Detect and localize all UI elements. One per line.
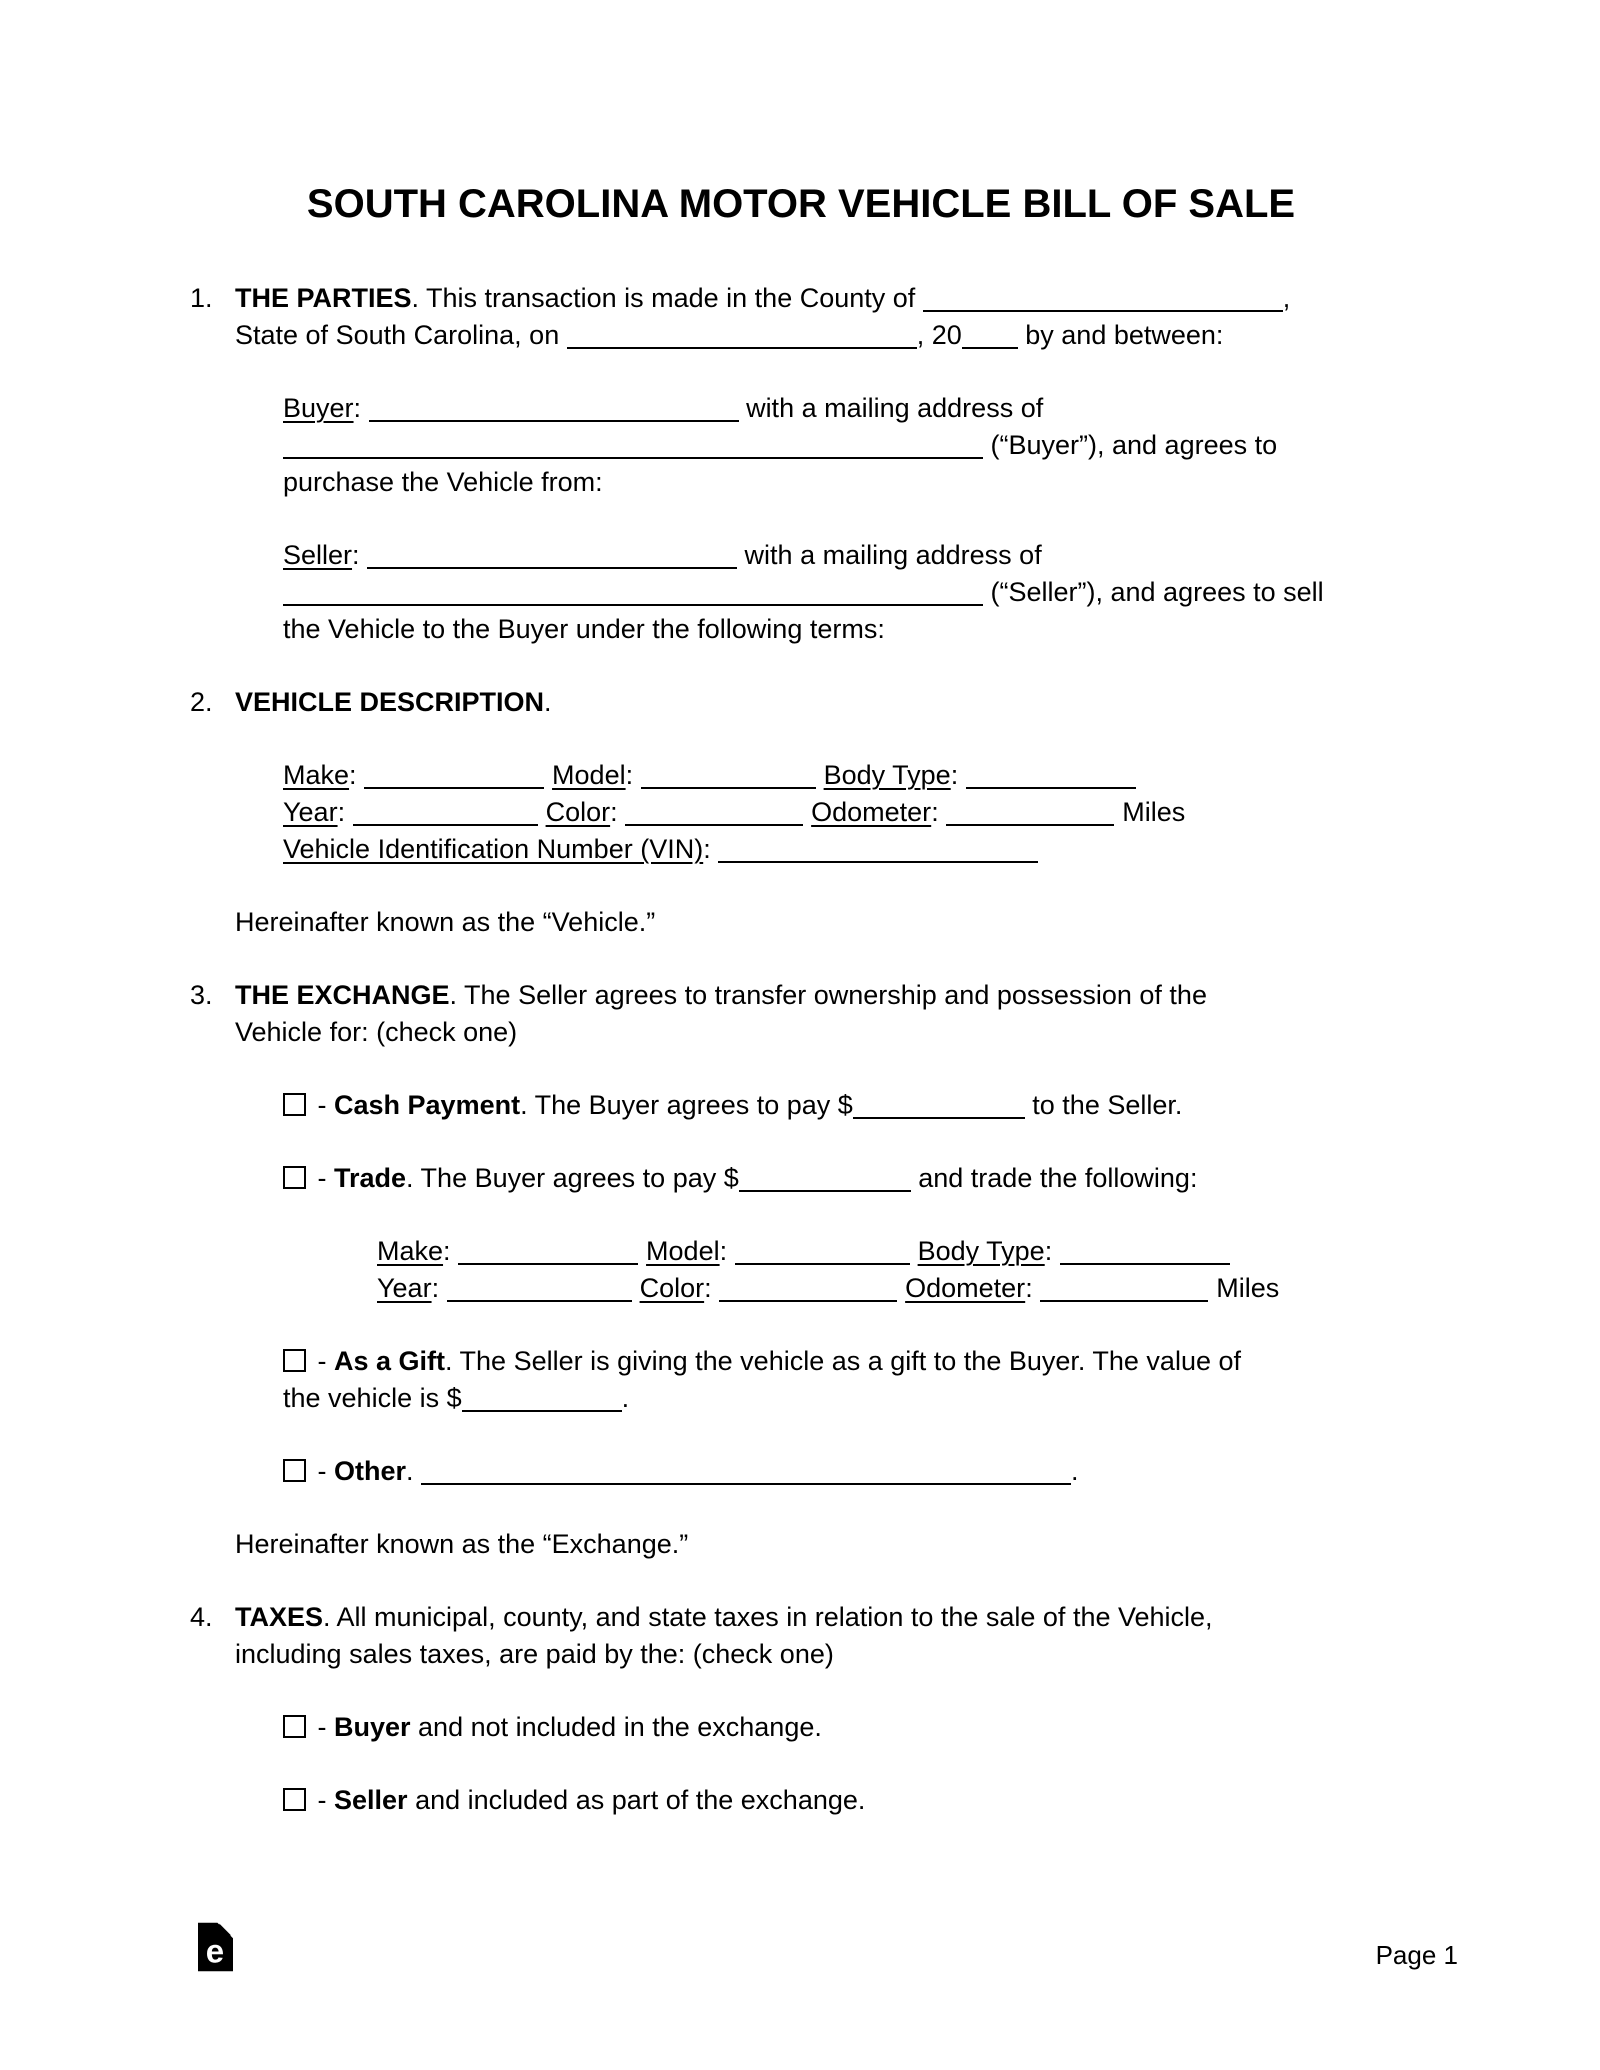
section-body (235, 1599, 1412, 1819)
trade-vehicle-year-field[interactable] (447, 1298, 632, 1302)
cash-payment-label: Cash Payment (334, 1090, 521, 1120)
color-label: Color (545, 797, 611, 827)
miles-label: Miles (1122, 797, 1186, 827)
text-segment: : (1025, 1273, 1041, 1303)
text-segment: - (310, 1346, 334, 1376)
text-segment: to the Seller. (1024, 1090, 1183, 1120)
trade-vehicle-fields-block (377, 1233, 1412, 1307)
text-segment: : (337, 797, 353, 827)
text-segment: State of South Carolina, on (235, 320, 567, 350)
text-segment: (“Buyer”), and agrees to (983, 430, 1278, 460)
odometer-label: Odometer (905, 1273, 1026, 1303)
text-segment: - (310, 1163, 334, 1193)
trade-option (283, 1160, 1412, 1197)
vehicle-body-type-field[interactable] (966, 785, 1136, 789)
item-number: 2. (190, 687, 213, 717)
text-segment: . The Seller agrees to transfer ownership and possession of the (449, 980, 1207, 1010)
buyer-paragraph (283, 390, 1412, 501)
text-segment: - (310, 1785, 334, 1815)
text-segment: . This transaction is made in the County of (411, 283, 923, 313)
text-segment: . (544, 687, 552, 717)
section-body (235, 977, 1412, 1563)
county-field[interactable] (923, 308, 1283, 312)
trade-vehicle-make-field[interactable] (458, 1261, 638, 1265)
tax-buyer-option (283, 1709, 1412, 1746)
section-body (235, 280, 1412, 648)
text-segment: by and between: (1017, 320, 1224, 350)
vehicle-model-field[interactable] (641, 785, 816, 789)
text-segment: the vehicle is $ (283, 1383, 462, 1413)
text-segment: with a mailing address of (737, 540, 1042, 570)
text-segment: . All municipal, county, and state taxes in relation to the sale of the Vehicle, (323, 1602, 1213, 1632)
tax-buyer-checkbox[interactable] (283, 1715, 306, 1738)
other-label: Other (334, 1456, 407, 1486)
text-segment: and trade the following: (910, 1163, 1198, 1193)
trade-checkbox[interactable] (283, 1166, 306, 1189)
section-body (235, 684, 1412, 941)
text-segment: . (621, 1383, 630, 1413)
gift-value-field[interactable] (462, 1408, 622, 1412)
vehicle-vin-field[interactable] (718, 859, 1038, 863)
text-segment: including sales taxes, are paid by the: (check one) (235, 1639, 834, 1669)
text-segment: purchase the Vehicle from: (283, 467, 603, 497)
page-number: Page 1 (1375, 1940, 1458, 1970)
text-segment: : (352, 540, 368, 570)
buyer-address-field[interactable] (283, 455, 983, 459)
make-label: Make (283, 760, 350, 790)
trade-vehicle-odometer-field[interactable] (1040, 1298, 1208, 1302)
trade-vehicle-color-field[interactable] (719, 1298, 897, 1302)
text-segment: and not included in the exchange. (410, 1712, 822, 1742)
vehicle-description-heading: VEHICLE DESCRIPTION (235, 687, 545, 717)
cash-payment-checkbox[interactable] (283, 1093, 306, 1116)
seller-paragraph (283, 537, 1412, 648)
text-segment: Vehicle for: (check one) (235, 1017, 518, 1047)
text-segment: : (703, 834, 719, 864)
taxes-heading: TAXES (235, 1602, 324, 1632)
text-segment: the Vehicle to the Buyer under the following terms: (283, 614, 885, 644)
tax-seller-option (283, 1782, 1412, 1819)
trade-vehicle-body-type-field[interactable] (1060, 1261, 1230, 1265)
text-segment: : (353, 393, 369, 423)
text-segment: : (625, 760, 641, 790)
item-number: 1. (190, 283, 213, 313)
vin-label: Vehicle Identification Number (VIN) (283, 834, 704, 864)
vehicle-color-field[interactable] (625, 822, 803, 826)
other-description-field[interactable] (421, 1481, 1071, 1485)
text-segment: . (406, 1456, 422, 1486)
parties-heading: THE PARTIES (235, 283, 412, 313)
trade-vehicle-model-field[interactable] (735, 1261, 910, 1265)
miles-label: Miles (1216, 1273, 1280, 1303)
exchange-heading: THE EXCHANGE (235, 980, 450, 1010)
text-segment: . The Buyer agrees to pay $ (406, 1163, 739, 1193)
text-segment: : (443, 1236, 459, 1266)
odometer-label: Odometer (811, 797, 932, 827)
text-segment: - (310, 1456, 334, 1486)
color-label: Color (639, 1273, 705, 1303)
model-label: Model (552, 760, 626, 790)
item-number: 3. (190, 980, 213, 1010)
seller-name-field[interactable] (367, 565, 737, 569)
section-vehicle-description (190, 684, 1412, 941)
text-segment: : (610, 797, 626, 827)
body-type-label: Body Type (823, 760, 951, 790)
text-segment: : (950, 760, 966, 790)
vehicle-description-heading-paragraph (235, 684, 1412, 721)
as-a-gift-checkbox[interactable] (283, 1349, 306, 1372)
other-checkbox[interactable] (283, 1459, 306, 1482)
buyer-label: Buyer (283, 393, 354, 423)
vehicle-odometer-field[interactable] (946, 822, 1114, 826)
logo-letter: e (205, 1933, 225, 1971)
cash-amount-field[interactable] (853, 1115, 1025, 1119)
parties-intro-paragraph (235, 280, 1412, 354)
text-segment: : (349, 760, 365, 790)
tax-buyer-label: Buyer (334, 1712, 411, 1742)
hereinafter-exchange-paragraph: Hereinafter known as the “Exchange.” (235, 1529, 689, 1559)
text-segment: : (719, 1236, 735, 1266)
eforms-logo-icon (198, 1922, 233, 1972)
tax-seller-checkbox[interactable] (283, 1788, 306, 1811)
text-segment: - (310, 1712, 334, 1742)
buyer-name-field[interactable] (369, 418, 739, 422)
vehicle-fields-block (283, 757, 1412, 868)
seller-label: Seller (283, 540, 353, 570)
seller-address-field[interactable] (283, 602, 983, 606)
section-taxes (190, 1599, 1412, 1819)
text-segment: , (1282, 283, 1291, 313)
vehicle-make-field[interactable] (364, 785, 544, 789)
text-segment: . The Buyer agrees to pay $ (520, 1090, 853, 1120)
year-field[interactable] (962, 345, 1018, 349)
date-field[interactable] (567, 345, 917, 349)
cash-payment-option (283, 1087, 1412, 1124)
year-label: Year (283, 797, 338, 827)
vehicle-year-field[interactable] (353, 822, 538, 826)
other-option (283, 1453, 1412, 1490)
text-segment: : (431, 1273, 447, 1303)
model-label: Model (646, 1236, 720, 1266)
as-a-gift-label: As a Gift (334, 1346, 446, 1376)
make-label: Make (377, 1236, 444, 1266)
tax-seller-label: Seller (334, 1785, 408, 1815)
text-segment: (“Seller”), and agrees to sell (983, 577, 1324, 607)
text-segment: - (310, 1090, 334, 1120)
text-segment: . (1071, 1456, 1079, 1486)
text-segment: with a mailing address of (738, 393, 1044, 423)
exchange-intro-paragraph (235, 977, 1412, 1051)
text-segment: : (931, 797, 947, 827)
body-type-label: Body Type (917, 1236, 1045, 1266)
trade-amount-field[interactable] (739, 1188, 911, 1192)
hereinafter-vehicle-paragraph: Hereinafter known as the “Vehicle.” (235, 907, 656, 937)
taxes-intro-paragraph (235, 1599, 1412, 1673)
item-number: 4. (190, 1602, 213, 1632)
text-segment: : (704, 1273, 720, 1303)
text-segment: , 20 (916, 320, 962, 350)
text-segment: : (1044, 1236, 1060, 1266)
section-the-exchange (190, 977, 1412, 1563)
gift-option (283, 1343, 1412, 1417)
text-segment: . The Seller is giving the vehicle as a gift to the Buyer. The value of (445, 1346, 1241, 1376)
year-label: Year (377, 1273, 432, 1303)
trade-label: Trade (334, 1163, 407, 1193)
section-the-parties (190, 280, 1412, 648)
text-segment: and included as part of the exchange. (407, 1785, 866, 1815)
page-title: SOUTH CAROLINA MOTOR VEHICLE BILL OF SALE (306, 182, 1296, 226)
